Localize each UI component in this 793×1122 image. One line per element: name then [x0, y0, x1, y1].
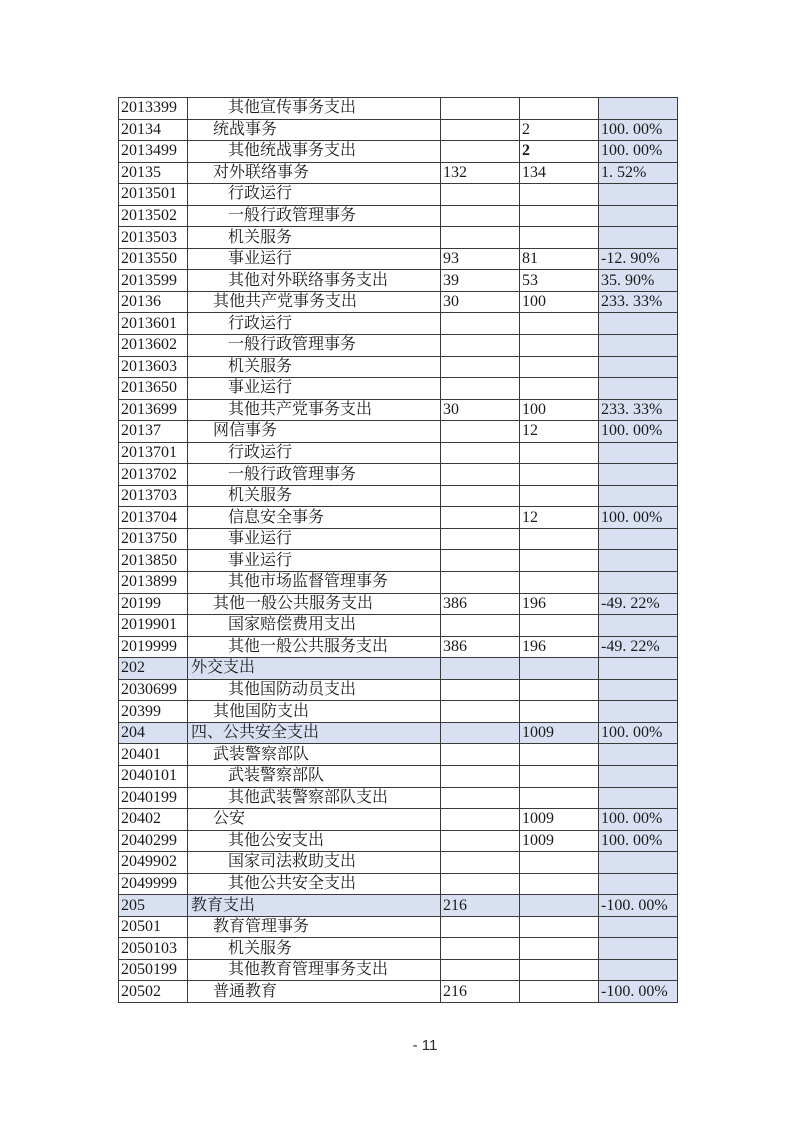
curr-value-cell: 196	[520, 636, 599, 658]
table-row	[119, 636, 678, 658]
code-cell: 204	[119, 722, 188, 744]
table-row	[119, 464, 678, 486]
code-cell: 2040299	[119, 830, 188, 852]
code-cell: 2013602	[119, 335, 188, 357]
curr-value-cell	[520, 98, 599, 120]
change-pct-cell	[599, 572, 678, 594]
subject-cell: 机关服务	[188, 227, 441, 249]
code-cell: 2013603	[119, 356, 188, 378]
subject-cell: 其他市场监督管理事务	[188, 572, 441, 594]
change-pct-cell: 233. 33%	[599, 291, 678, 313]
curr-value-cell	[520, 442, 599, 464]
change-pct-cell	[599, 679, 678, 701]
subject-cell: 事业运行	[188, 378, 441, 400]
subject-cell: 一般行政管理事务	[188, 205, 441, 227]
table-row	[119, 270, 678, 292]
curr-value-cell	[520, 701, 599, 723]
subject-cell: 四、公共安全支出	[188, 722, 441, 744]
table-row	[119, 421, 678, 443]
change-pct-cell	[599, 873, 678, 895]
curr-value-cell: 1009	[520, 809, 599, 831]
subject-cell: 公安	[188, 809, 441, 831]
change-pct-cell	[599, 442, 678, 464]
prev-value-cell: 386	[441, 636, 520, 658]
change-pct-cell	[599, 938, 678, 960]
change-pct-cell	[599, 916, 678, 938]
curr-value-cell: 1009	[520, 830, 599, 852]
subject-cell: 统战事务	[188, 119, 441, 141]
curr-value-cell: 2	[520, 119, 599, 141]
table-row	[119, 98, 678, 120]
prev-value-cell: 216	[441, 981, 520, 1003]
subject-cell: 行政运行	[188, 313, 441, 335]
change-pct-cell	[599, 227, 678, 249]
subject-cell: 外交支出	[188, 658, 441, 680]
subject-cell: 其他一般公共服务支出	[188, 593, 441, 615]
curr-value-cell	[520, 938, 599, 960]
curr-value-cell	[520, 679, 599, 701]
subject-cell: 其他宣传事务支出	[188, 98, 441, 120]
code-cell: 2013502	[119, 205, 188, 227]
code-cell: 2013703	[119, 485, 188, 507]
table-row	[119, 916, 678, 938]
curr-value-cell	[520, 852, 599, 874]
prev-value-cell	[441, 765, 520, 787]
prev-value-cell	[441, 572, 520, 594]
code-cell: 2040199	[119, 787, 188, 809]
curr-value-cell	[520, 464, 599, 486]
code-cell: 20401	[119, 744, 188, 766]
change-pct-cell: 100. 00%	[599, 421, 678, 443]
change-pct-cell	[599, 464, 678, 486]
curr-value-cell	[520, 916, 599, 938]
code-cell: 2050103	[119, 938, 188, 960]
subject-cell: 其他武装警察部队支出	[188, 787, 441, 809]
curr-value-cell: 100	[520, 291, 599, 313]
code-cell: 2049902	[119, 852, 188, 874]
prev-value-cell	[441, 809, 520, 831]
prev-value-cell	[441, 335, 520, 357]
prev-value-cell	[441, 421, 520, 443]
subject-cell: 事业运行	[188, 248, 441, 270]
table-row	[119, 378, 678, 400]
curr-value-cell	[520, 356, 599, 378]
subject-cell: 教育支出	[188, 895, 441, 917]
code-cell: 20134	[119, 119, 188, 141]
table-row	[119, 248, 678, 270]
curr-value-cell	[520, 335, 599, 357]
subject-cell: 行政运行	[188, 184, 441, 206]
table-row	[119, 787, 678, 809]
curr-value-cell	[520, 550, 599, 572]
code-cell: 2030699	[119, 679, 188, 701]
table-row	[119, 485, 678, 507]
code-cell: 20399	[119, 701, 188, 723]
subject-cell: 行政运行	[188, 442, 441, 464]
change-pct-cell	[599, 765, 678, 787]
curr-value-cell: 134	[520, 162, 599, 184]
subject-cell: 其他对外联络事务支出	[188, 270, 441, 292]
prev-value-cell	[441, 313, 520, 335]
code-cell: 20502	[119, 981, 188, 1003]
code-cell: 202	[119, 658, 188, 680]
subject-cell: 机关服务	[188, 938, 441, 960]
change-pct-cell: 233. 33%	[599, 399, 678, 421]
prev-value-cell: 30	[441, 291, 520, 313]
table-row	[119, 184, 678, 206]
code-cell: 2013599	[119, 270, 188, 292]
subject-cell: 普通教育	[188, 981, 441, 1003]
table-row	[119, 895, 678, 917]
change-pct-cell: -12. 90%	[599, 248, 678, 270]
curr-value-cell	[520, 895, 599, 917]
change-pct-cell	[599, 528, 678, 550]
prev-value-cell	[441, 787, 520, 809]
curr-value-cell	[520, 787, 599, 809]
change-pct-cell: -100. 00%	[599, 981, 678, 1003]
prev-value-cell	[441, 507, 520, 529]
prev-value-cell	[441, 959, 520, 981]
curr-value-cell	[520, 485, 599, 507]
table-row	[119, 550, 678, 572]
code-cell: 2013699	[119, 399, 188, 421]
subject-cell: 一般行政管理事务	[188, 335, 441, 357]
code-cell: 2013899	[119, 572, 188, 594]
table-row	[119, 313, 678, 335]
prev-value-cell	[441, 873, 520, 895]
page-number: - 11	[412, 1037, 438, 1054]
change-pct-cell: -49. 22%	[599, 636, 678, 658]
prev-value-cell	[441, 679, 520, 701]
prev-value-cell	[441, 378, 520, 400]
table-row	[119, 873, 678, 895]
subject-cell: 武装警察部队	[188, 765, 441, 787]
prev-value-cell: 132	[441, 162, 520, 184]
prev-value-cell	[441, 184, 520, 206]
budget-table-body	[119, 98, 678, 1003]
prev-value-cell	[441, 658, 520, 680]
table-row	[119, 356, 678, 378]
curr-value-cell	[520, 658, 599, 680]
subject-cell: 事业运行	[188, 528, 441, 550]
prev-value-cell	[441, 98, 520, 120]
code-cell: 20199	[119, 593, 188, 615]
code-cell: 2019901	[119, 615, 188, 637]
change-pct-cell	[599, 787, 678, 809]
subject-cell: 武装警察部队	[188, 744, 441, 766]
subject-cell: 其他共产党事务支出	[188, 291, 441, 313]
prev-value-cell	[441, 227, 520, 249]
code-cell: 20135	[119, 162, 188, 184]
code-cell: 2013550	[119, 248, 188, 270]
code-cell: 2013399	[119, 98, 188, 120]
code-cell: 20137	[119, 421, 188, 443]
prev-value-cell	[441, 722, 520, 744]
prev-value-cell	[441, 701, 520, 723]
prev-value-cell	[441, 356, 520, 378]
subject-cell: 其他统战事务支出	[188, 141, 441, 163]
prev-value-cell	[441, 141, 520, 163]
table-row	[119, 615, 678, 637]
table-row	[119, 959, 678, 981]
change-pct-cell	[599, 615, 678, 637]
code-cell: 20136	[119, 291, 188, 313]
table-row	[119, 205, 678, 227]
prev-value-cell: 30	[441, 399, 520, 421]
code-cell: 2013501	[119, 184, 188, 206]
change-pct-cell	[599, 485, 678, 507]
curr-value-cell	[520, 313, 599, 335]
subject-cell: 机关服务	[188, 356, 441, 378]
change-pct-cell: 35. 90%	[599, 270, 678, 292]
code-cell: 2013499	[119, 141, 188, 163]
table-row	[119, 593, 678, 615]
prev-value-cell	[441, 916, 520, 938]
prev-value-cell	[441, 830, 520, 852]
change-pct-cell	[599, 205, 678, 227]
subject-cell: 对外联络事务	[188, 162, 441, 184]
change-pct-cell	[599, 744, 678, 766]
table-row	[119, 679, 678, 701]
change-pct-cell	[599, 658, 678, 680]
table-row	[119, 852, 678, 874]
change-pct-cell: 100. 00%	[599, 119, 678, 141]
table-row	[119, 572, 678, 594]
subject-cell: 国家赔偿费用支出	[188, 615, 441, 637]
table-row	[119, 701, 678, 723]
subject-cell: 其他教育管理事务支出	[188, 959, 441, 981]
code-cell: 2013701	[119, 442, 188, 464]
change-pct-cell: 100. 00%	[599, 809, 678, 831]
code-cell: 2013503	[119, 227, 188, 249]
code-cell: 2013704	[119, 507, 188, 529]
curr-value-cell	[520, 227, 599, 249]
subject-cell: 其他共产党事务支出	[188, 399, 441, 421]
subject-cell: 信息安全事务	[188, 507, 441, 529]
code-cell: 20501	[119, 916, 188, 938]
change-pct-cell: 100. 00%	[599, 141, 678, 163]
table-row	[119, 809, 678, 831]
change-pct-cell: -49. 22%	[599, 593, 678, 615]
change-pct-cell: -100. 00%	[599, 895, 678, 917]
code-cell: 205	[119, 895, 188, 917]
code-cell: 2013702	[119, 464, 188, 486]
change-pct-cell	[599, 550, 678, 572]
table-row	[119, 335, 678, 357]
curr-value-cell: 196	[520, 593, 599, 615]
subject-cell: 事业运行	[188, 550, 441, 572]
prev-value-cell	[441, 852, 520, 874]
change-pct-cell: 100. 00%	[599, 722, 678, 744]
prev-value-cell	[441, 464, 520, 486]
curr-value-cell: 81	[520, 248, 599, 270]
prev-value-cell	[441, 485, 520, 507]
prev-value-cell: 216	[441, 895, 520, 917]
prev-value-cell: 386	[441, 593, 520, 615]
table-row	[119, 528, 678, 550]
prev-value-cell	[441, 528, 520, 550]
curr-value-cell: 2	[520, 141, 599, 163]
change-pct-cell: 1. 52%	[599, 162, 678, 184]
table-row	[119, 442, 678, 464]
change-pct-cell	[599, 378, 678, 400]
change-pct-cell	[599, 701, 678, 723]
table-row	[119, 830, 678, 852]
curr-value-cell	[520, 572, 599, 594]
code-cell: 2040101	[119, 765, 188, 787]
code-cell: 2049999	[119, 873, 188, 895]
prev-value-cell	[441, 205, 520, 227]
change-pct-cell	[599, 313, 678, 335]
code-cell: 2013650	[119, 378, 188, 400]
code-cell: 2013601	[119, 313, 188, 335]
code-cell: 2050199	[119, 959, 188, 981]
prev-value-cell	[441, 744, 520, 766]
curr-value-cell	[520, 744, 599, 766]
table-row	[119, 507, 678, 529]
curr-value-cell: 1009	[520, 722, 599, 744]
code-cell: 2013850	[119, 550, 188, 572]
change-pct-cell	[599, 356, 678, 378]
prev-value-cell: 39	[441, 270, 520, 292]
table-row	[119, 162, 678, 184]
curr-value-cell	[520, 528, 599, 550]
subject-cell: 其他公安支出	[188, 830, 441, 852]
curr-value-cell: 12	[520, 421, 599, 443]
change-pct-cell	[599, 98, 678, 120]
curr-value-cell: 53	[520, 270, 599, 292]
curr-value-cell	[520, 378, 599, 400]
prev-value-cell	[441, 442, 520, 464]
subject-cell: 机关服务	[188, 485, 441, 507]
curr-value-cell	[520, 959, 599, 981]
subject-cell: 国家司法救助支出	[188, 852, 441, 874]
table-row	[119, 722, 678, 744]
subject-cell: 其他一般公共服务支出	[188, 636, 441, 658]
change-pct-cell	[599, 959, 678, 981]
table-row	[119, 141, 678, 163]
subject-cell: 网信事务	[188, 421, 441, 443]
curr-value-cell	[520, 981, 599, 1003]
change-pct-cell: 100. 00%	[599, 830, 678, 852]
table-row	[119, 119, 678, 141]
budget-table	[118, 97, 678, 1003]
curr-value-cell	[520, 205, 599, 227]
table-row	[119, 291, 678, 313]
curr-value-cell	[520, 873, 599, 895]
subject-cell: 其他公共安全支出	[188, 873, 441, 895]
table-row	[119, 399, 678, 421]
code-cell: 2013750	[119, 528, 188, 550]
prev-value-cell	[441, 615, 520, 637]
change-pct-cell: 100. 00%	[599, 507, 678, 529]
prev-value-cell	[441, 119, 520, 141]
change-pct-cell	[599, 335, 678, 357]
curr-value-cell	[520, 765, 599, 787]
curr-value-cell	[520, 615, 599, 637]
prev-value-cell	[441, 550, 520, 572]
prev-value-cell: 93	[441, 248, 520, 270]
subject-cell: 教育管理事务	[188, 916, 441, 938]
change-pct-cell	[599, 852, 678, 874]
curr-value-cell: 12	[520, 507, 599, 529]
table-row	[119, 658, 678, 680]
table-row	[119, 938, 678, 960]
curr-value-cell	[520, 184, 599, 206]
table-row	[119, 227, 678, 249]
code-cell: 2019999	[119, 636, 188, 658]
table-row	[119, 765, 678, 787]
change-pct-cell	[599, 184, 678, 206]
code-cell: 20402	[119, 809, 188, 831]
prev-value-cell	[441, 938, 520, 960]
table-row	[119, 981, 678, 1003]
subject-cell: 其他国防支出	[188, 701, 441, 723]
table-row	[119, 744, 678, 766]
subject-cell: 其他国防动员支出	[188, 679, 441, 701]
curr-value-cell: 100	[520, 399, 599, 421]
subject-cell: 一般行政管理事务	[188, 464, 441, 486]
